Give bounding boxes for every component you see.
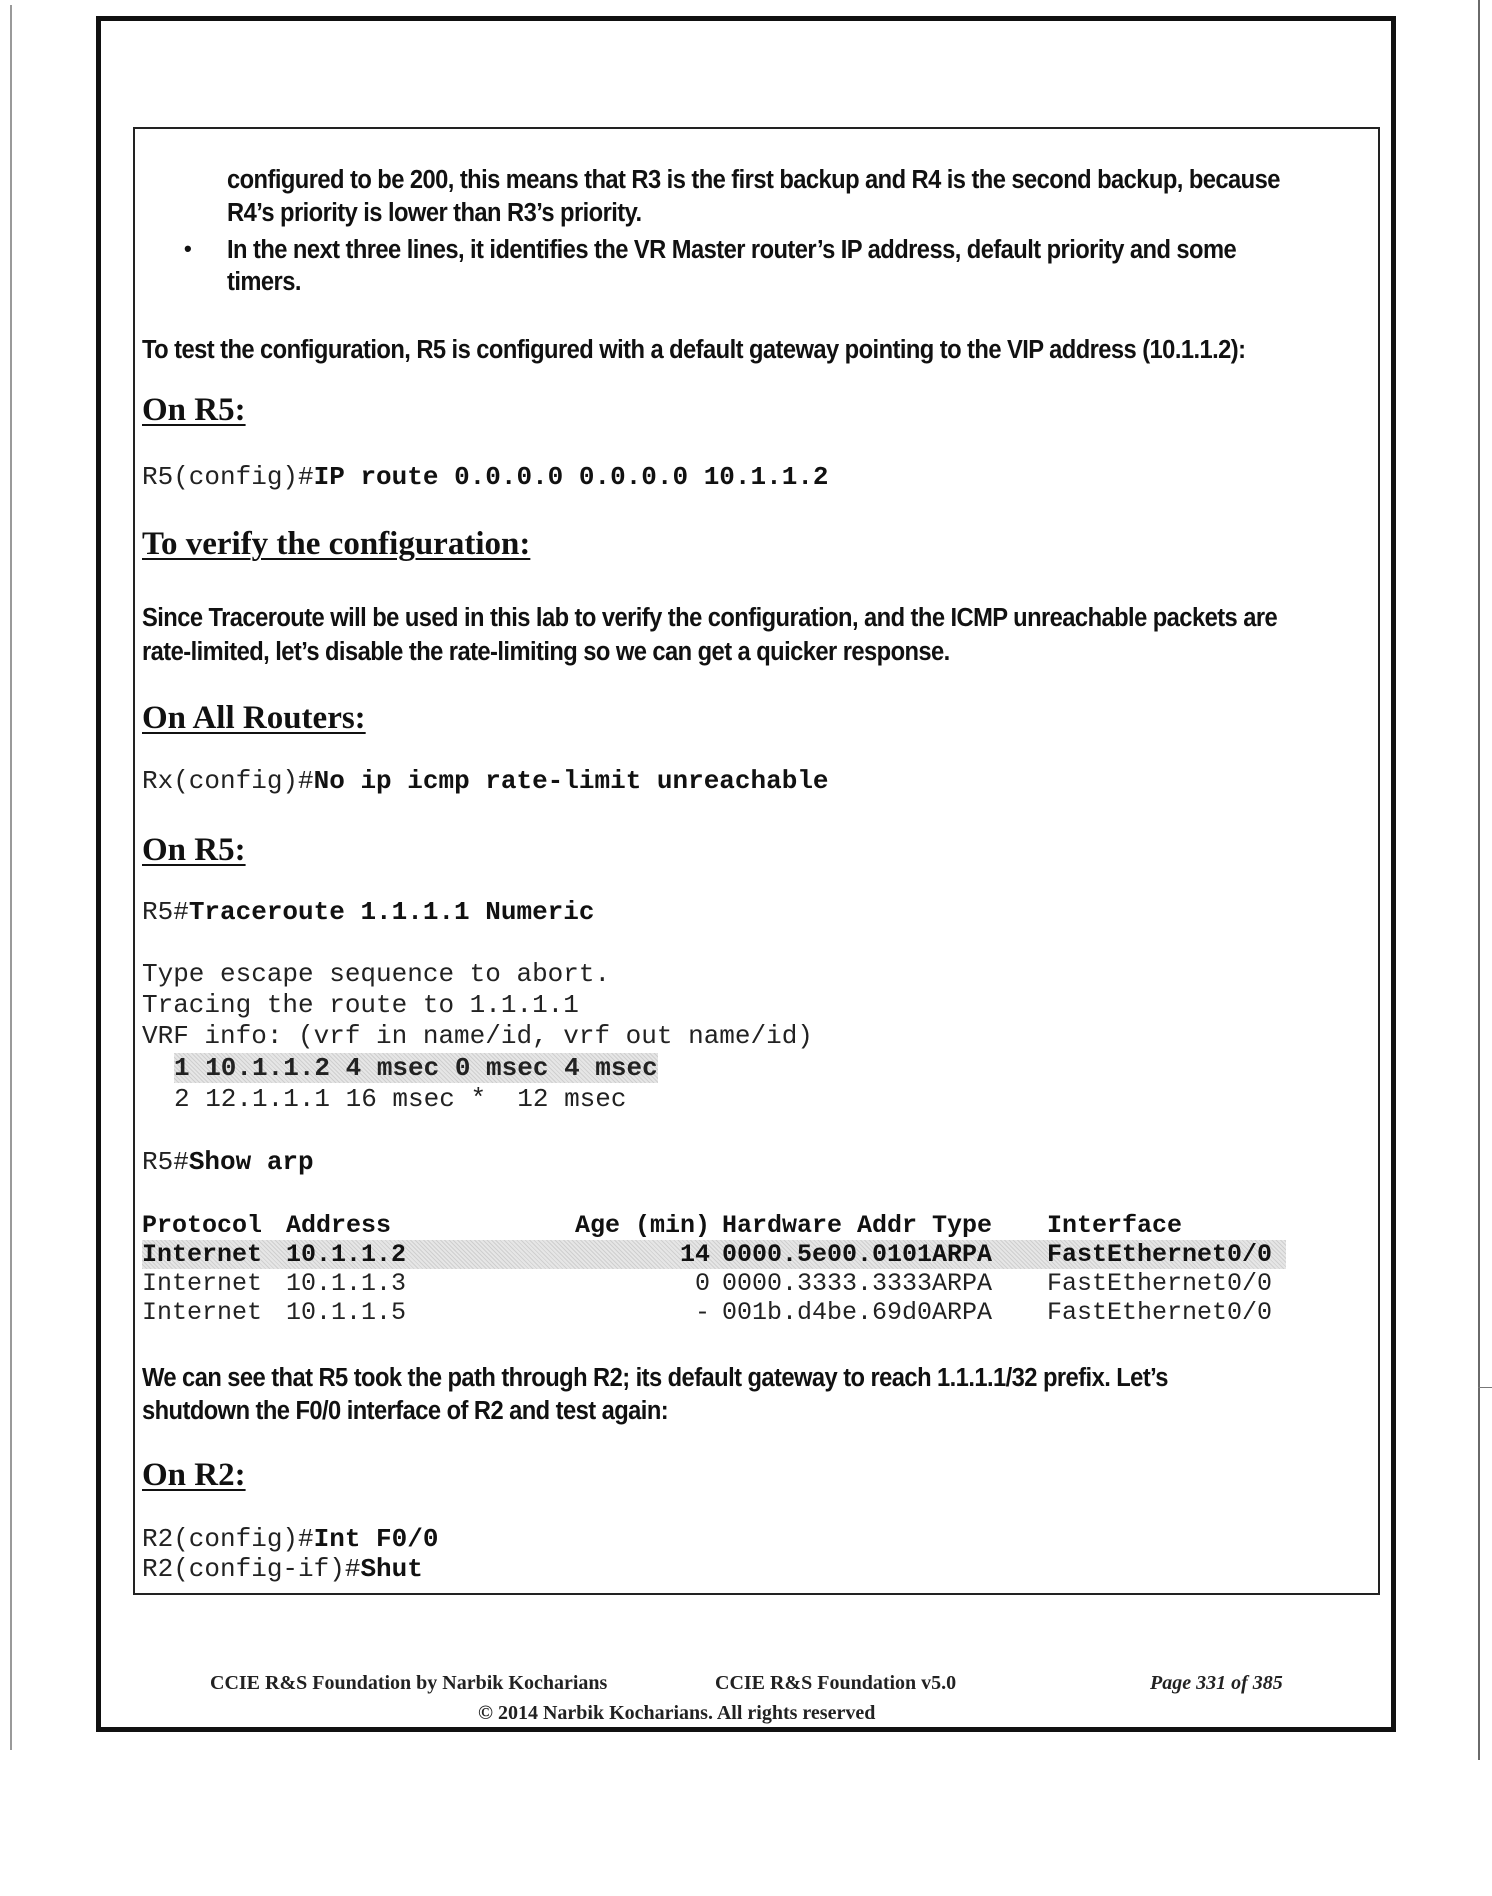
bullet-text: In the next three lines, it identifies the VR Master router’s IP address, default priority and some: [227, 236, 1237, 264]
arp-table-row-highlighted: [142, 1240, 1286, 1269]
bullet-text: timers.: [227, 268, 301, 296]
heading-verify: To verify the configuration:: [142, 526, 531, 562]
command-prompt: R5(config)#: [142, 462, 314, 492]
scan-edge-right: [1478, 0, 1480, 1760]
cell-type: ARPA: [932, 1240, 993, 1269]
column-header: Age (min): [574, 1211, 710, 1240]
cell-address: 10.1.1.5: [286, 1298, 407, 1327]
paragraph-line: configured to be 200, this means that R3 is the first backup and R4 is the second backup, because: [227, 166, 1280, 194]
cell-protocol: Internet: [142, 1240, 263, 1269]
command-show-arp: [142, 1147, 314, 1177]
test-intro-text: To test the configuration, R5 is configured with a default gateway pointing to the VIP address (10.1.1.2):: [142, 336, 1246, 364]
heading-on-r2: On R2:: [142, 1457, 246, 1493]
command-traceroute: [142, 897, 594, 927]
cell-hardware-addr: 0000.3333.3333: [722, 1269, 933, 1298]
footer-title: CCIE R&S Foundation v5.0: [715, 1672, 957, 1694]
heading-on-all-routers: On All Routers:: [142, 700, 366, 736]
command-ip-route: [142, 462, 829, 492]
command-prompt: R2(config-if)#: [142, 1554, 361, 1584]
explanation-text: shutdown the F0/0 interface of R2 and test again:: [142, 1397, 669, 1425]
command-text: IP route 0.0.0.0 0.0.0.0 10.1.1.2: [313, 462, 829, 492]
command-prompt: R5#: [142, 897, 189, 927]
traceroute-hop-highlighted: [174, 1053, 658, 1083]
cell-interface: FastEthernet0/0: [1047, 1269, 1273, 1298]
column-header: Address: [286, 1211, 392, 1240]
command-text: Show arp: [188, 1147, 314, 1177]
column-header: Interface: [1047, 1211, 1183, 1240]
cell-age: 14: [679, 1240, 710, 1269]
heading-on-r5: On R5:: [142, 832, 246, 868]
cell-hardware-addr: 0000.5e00.0101: [722, 1240, 933, 1269]
scan-edge-left: [10, 5, 12, 1750]
footer-copyright: © 2014 Narbik Kocharians. All rights reserved: [478, 1702, 876, 1724]
cell-hardware-addr: 001b.d4be.69d0: [722, 1298, 933, 1327]
paragraph-line: R4’s priority is lower than R3’s priority.: [227, 199, 642, 227]
cell-interface: FastEthernet0/0: [1047, 1298, 1273, 1327]
heading-on-r5: On R5:: [142, 392, 246, 428]
command-prompt: Rx(config)#: [142, 766, 314, 796]
cell-type: ARPA: [932, 1298, 993, 1327]
command-text: Int F0/0: [313, 1524, 439, 1554]
scan-mark: [1478, 1387, 1492, 1388]
column-header: Type: [932, 1211, 993, 1240]
arp-table-header: [142, 1211, 1286, 1240]
cell-protocol: Internet: [142, 1269, 263, 1298]
arp-table-row: [142, 1269, 1286, 1298]
footer-author: CCIE R&S Foundation by Narbik Kocharians: [210, 1672, 608, 1694]
cell-type: ARPA: [932, 1269, 993, 1298]
command-prompt: R2(config)#: [142, 1524, 314, 1554]
traceroute-hop: 2 12.1.1.1 16 msec * 12 msec: [174, 1084, 627, 1114]
cell-age: 0: [694, 1269, 710, 1298]
output-line: Tracing the route to 1.1.1.1: [142, 990, 579, 1020]
command-text: No ip icmp rate-limit unreachable: [313, 766, 829, 796]
command-text: Shut: [360, 1554, 423, 1584]
hop-text: 1 10.1.1.2 4 msec 0 msec 4 msec: [174, 1053, 658, 1083]
column-header: Protocol: [142, 1211, 263, 1240]
command-shut: [142, 1554, 423, 1584]
column-header: Hardware Addr: [722, 1211, 918, 1240]
cell-address: 10.1.1.3: [286, 1269, 407, 1298]
cell-address: 10.1.1.2: [286, 1240, 407, 1269]
cell-age: -: [694, 1298, 710, 1327]
since-text: Since Traceroute will be used in this lab to verify the configuration, and the ICMP unreachable packets are: [142, 604, 1278, 632]
command-int-f00: [142, 1524, 438, 1554]
output-line: VRF info: (vrf in name/id, vrf out name/id): [142, 1021, 813, 1051]
since-text: rate-limited, let’s disable the rate-limiting so we can get a quicker response.: [142, 638, 950, 666]
cell-interface: FastEthernet0/0: [1047, 1240, 1273, 1269]
page-number: Page 331 of 385: [1150, 1672, 1283, 1694]
output-line: Type escape sequence to abort.: [142, 959, 611, 989]
command-no-icmp: [142, 766, 829, 796]
arp-table-row: [142, 1298, 1286, 1327]
bullet-icon: •: [184, 236, 192, 261]
command-prompt: R5#: [142, 1147, 189, 1177]
explanation-text: We can see that R5 took the path through R2; its default gateway to reach 1.1.1.1/32 prefix. Let’s: [142, 1364, 1168, 1392]
command-text: Traceroute 1.1.1.1 Numeric: [188, 897, 595, 927]
cell-protocol: Internet: [142, 1298, 263, 1327]
